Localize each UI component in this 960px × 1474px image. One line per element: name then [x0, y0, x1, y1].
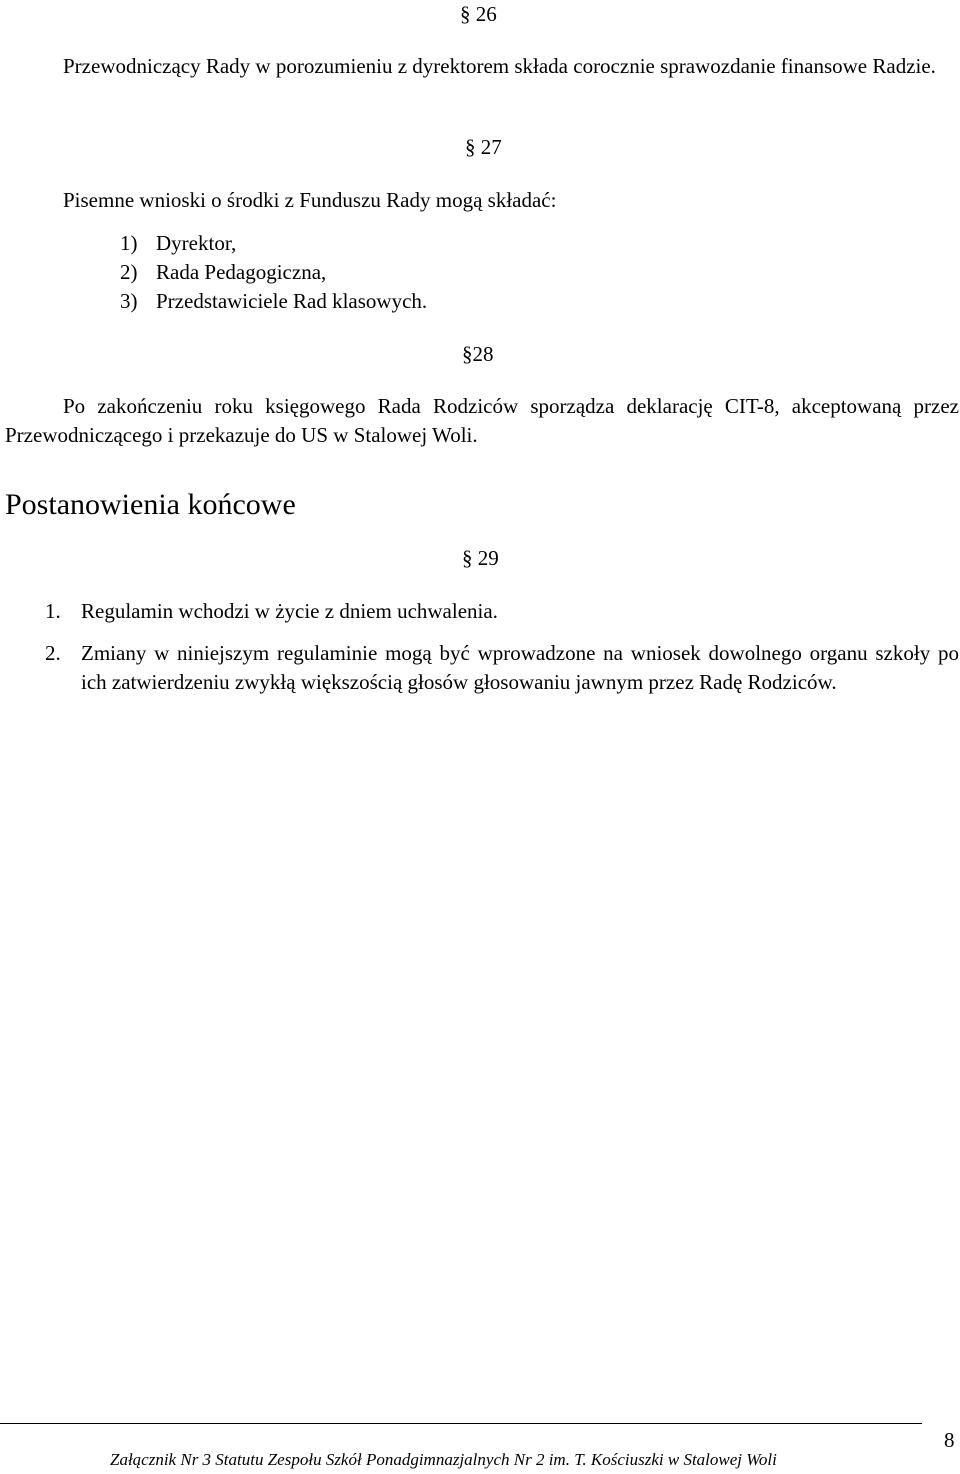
section-26-header: § 26	[460, 2, 497, 26]
section-28-header: §28	[462, 342, 494, 366]
section-29-header: § 29	[462, 546, 499, 570]
list-item-text: Dyrektor,	[156, 231, 237, 255]
section-heading: Postanowienia końcowe	[5, 488, 296, 521]
list-item	[45, 639, 959, 697]
list-item-number: 2)	[120, 260, 138, 284]
footer-text: Załącznik Nr 3 Statutu Zespołu Szkół Ponadgimnazjalnych Nr 2 im. T. Kościuszki w Stalowej Woli	[110, 1450, 777, 1469]
paragraph-27-intro: Pisemne wnioski o środki z Funduszu Rady mogą składać:	[63, 188, 557, 212]
paragraph-26: Przewodniczący Rady w porozumieniu z dyrektorem składa corocznie sprawozdanie finansowe Radzie.	[63, 54, 936, 78]
list-item	[120, 258, 326, 287]
list-item-text: Regulamin wchodzi w życie z dniem uchwalenia.	[81, 599, 498, 623]
list-item	[120, 229, 236, 258]
list-item-text: Przedstawiciele Rad klasowych.	[156, 289, 428, 313]
list-item-number: 1)	[120, 231, 138, 255]
list-item-text: Rada Pedagogiczna,	[156, 260, 327, 284]
paragraph-28: Po zakończeniu roku księgowego Rada Rodziców sporządza deklarację CIT-8, akceptowaną przez Przewodniczącego i przekazuje do US w Stalowej Woli.	[5, 394, 959, 447]
list-item	[120, 287, 427, 316]
page-number: 8	[944, 1428, 955, 1452]
list-item	[45, 597, 498, 626]
list-item-number: 1.	[45, 599, 61, 623]
list-item-number: 3)	[120, 289, 138, 313]
list-item-text: Zmiany w niniejszym regulaminie mogą być wprowadzone na wniosek dowolnego organu szkoły po ich zatwierdzeniu zwykłą większością głosów głosowaniu jawnym przez Radę Rodziców.	[81, 641, 959, 694]
section-27-header: § 27	[465, 135, 502, 159]
footer-divider	[0, 1423, 922, 1424]
list-item-number: 2.	[45, 641, 61, 665]
